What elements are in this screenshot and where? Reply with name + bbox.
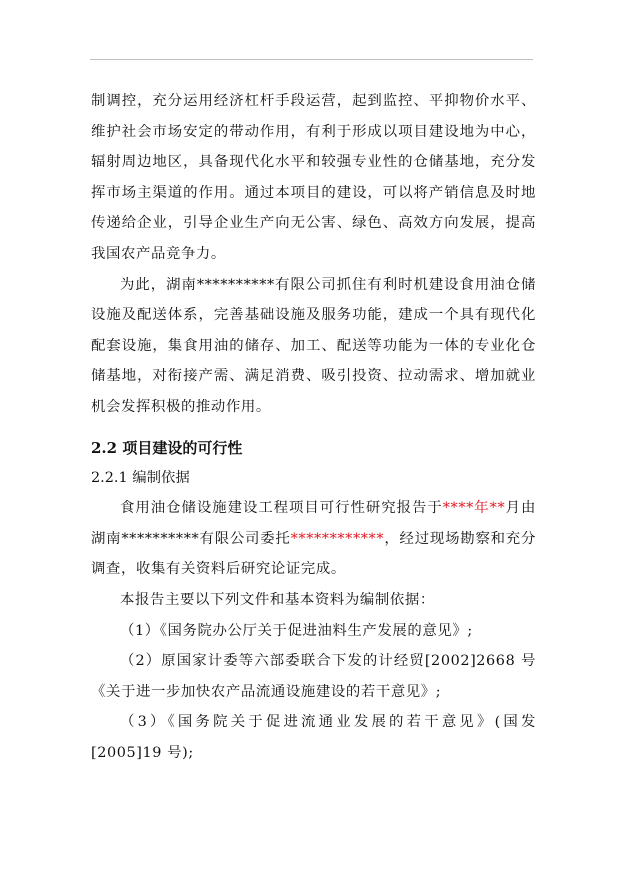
paragraph-market-role: 制调控，充分运用经济杠杆手段运营，起到监控、平抑物价水平、维护社会市场安定的带动作用，有利于形成以项目建设地为中心，辐射周边地区，具备现代化水平和较强专业性的仓储基地，充分发挥市场主渠道的作用。通过本项目的建设，可以将产销信息及时地传递给企业，引导企业生产向无公害、绿色、高效方向发展，提高我国农产品竞争力。 — [91, 93, 536, 262]
document-item-2: （2）原国家计委等六部委联合下发的计经贸[2002]2668 号《关于进一步加快农产品流通设施建设的若干意见》; — [91, 653, 536, 700]
paragraph-company-plan: 为此，湖南**********有限公司抓住有利时机建设食用油仓储设施及配送体系，完善基础设施及服务功能，建成一个具有现代化配套设施，集食用油的储存、加工、配送等功能为一体的专业化仓储基地，对衔接产需、满足消费、吸引投资、拉动需求、增加就业机会发挥积极的推动作用。 — [91, 276, 536, 415]
document-item-1: （1）《国务院办公厅关于促进油料生产发展的意见》; — [120, 622, 473, 639]
page-header-rule — [90, 59, 533, 60]
basis-date-placeholder: ****年** — [442, 500, 506, 517]
basis-text-3: ，经过现场勘察和充分调查，收集有关资料后研究论证完成。 — [91, 530, 536, 578]
subsection-heading: 2.2.1 编制依据 — [91, 469, 190, 486]
document-item-3: （3）《国务院关于促进流通业发展的若干意见》(国发[2005]19 号); — [91, 714, 536, 761]
document-body — [91, 86, 536, 768]
basis-text-1: 食用油仓储设施建设工程项目可行性研究报告于 — [120, 500, 443, 517]
basis-client-placeholder: ************ — [290, 530, 385, 547]
paragraph-intro: 本报告主要以下列文件和基本资料为编制依据： — [120, 591, 435, 608]
section-heading: 2.2 项目建设的可行性 — [91, 438, 243, 457]
paragraph-basis — [91, 493, 536, 585]
basis-text-2: 月由湖南**********有限公司委托 — [91, 500, 537, 547]
